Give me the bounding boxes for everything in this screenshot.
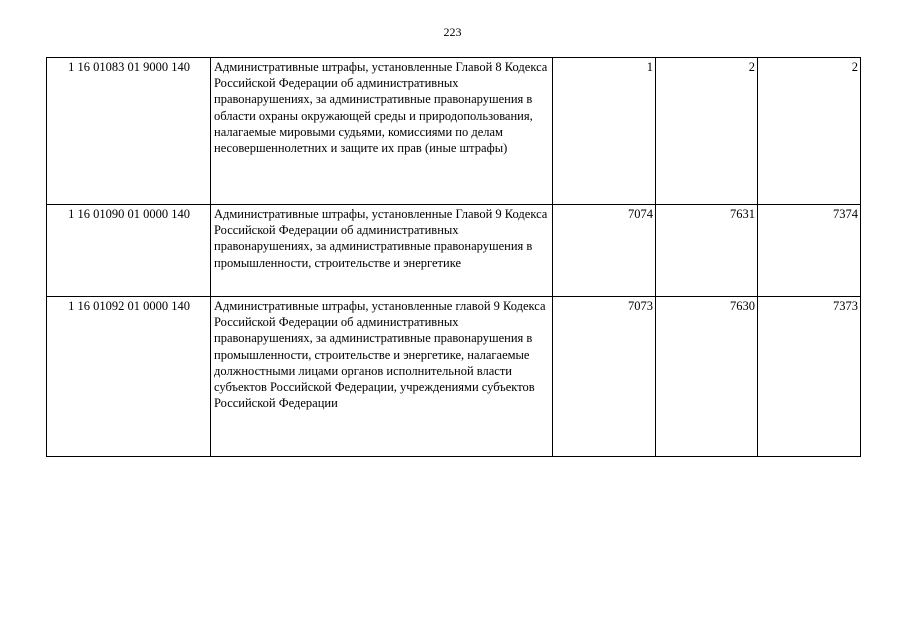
description-cell: Административные штрафы, установленные Главой 8 Кодекса Российской Федерации об административных правонарушениях, за административные правонарушения в области охраны окружающей среды и природопользования, налагаемые мировыми судьями, комиссиями по делам несовершеннолетних и защите их прав (иные штрафы) (211, 58, 553, 205)
value-cell-3: 7374 (758, 205, 861, 297)
value-cell-2: 2 (656, 58, 758, 205)
value-cell-1: 7074 (553, 205, 656, 297)
budget-code-cell: 1 16 01092 01 0000 140 (47, 297, 211, 457)
table-row (47, 58, 861, 205)
description-cell: Административные штрафы, установленные главой 9 Кодекса Российской Федерации об административных правонарушениях, за административные правонарушения в промышленности, строительстве и энергетике, налагаемые должностными лицами органов исполнительной власти субъектов Российской Федерации, учреждениями субъектов Российской Федерации (211, 297, 553, 457)
page-number: 223 (443, 25, 462, 39)
value-cell-2: 7630 (656, 297, 758, 457)
table-row (47, 297, 861, 457)
budget-table (46, 57, 861, 457)
table-row (47, 205, 861, 297)
budget-code-cell: 1 16 01090 01 0000 140 (47, 205, 211, 297)
value-cell-1: 1 (553, 58, 656, 205)
value-cell-3: 7373 (758, 297, 861, 457)
value-cell-3: 2 (758, 58, 861, 205)
budget-code-cell: 1 16 01083 01 9000 140 (47, 58, 211, 205)
value-cell-1: 7073 (553, 297, 656, 457)
description-cell: Административные штрафы, установленные Главой 9 Кодекса Российской Федерации об административных правонарушениях, за административные правонарушения в промышленности, строительстве и энергетике (211, 205, 553, 297)
value-cell-2: 7631 (656, 205, 758, 297)
